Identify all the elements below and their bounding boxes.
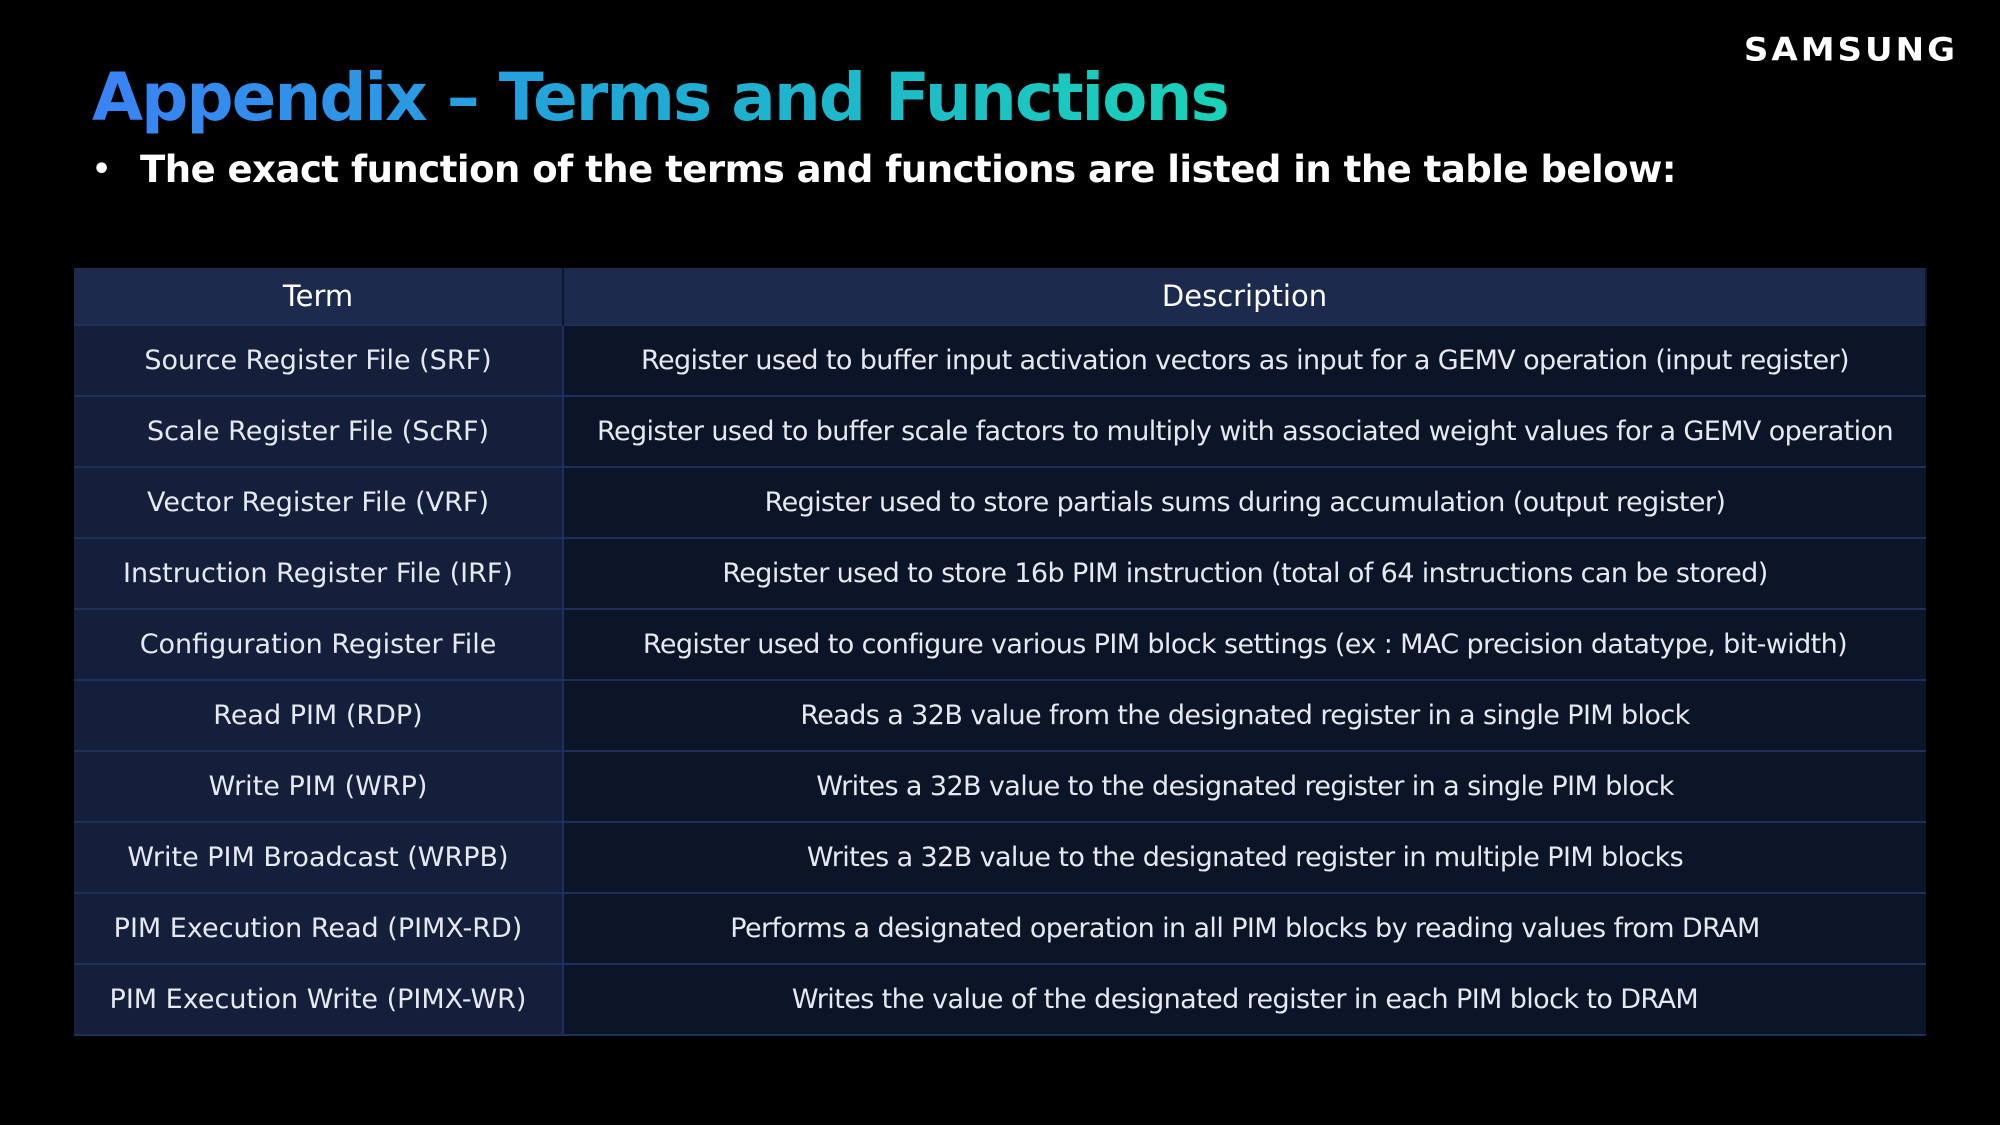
term-cell: Instruction Register File (IRF) xyxy=(74,538,563,609)
description-cell: Register used to buffer input activation vectors as input for a GEMV operation (input register) xyxy=(563,325,1926,396)
term-cell: PIM Execution Write (PIMX-WR) xyxy=(74,964,563,1035)
slide-title: Appendix – Terms and Functions xyxy=(92,59,1228,136)
table-row xyxy=(74,609,1926,680)
term-cell: Write PIM Broadcast (WRPB) xyxy=(74,822,563,893)
table-row xyxy=(74,538,1926,609)
table-row xyxy=(74,751,1926,822)
table-row xyxy=(74,822,1926,893)
table-row xyxy=(74,893,1926,964)
term-cell: Source Register File (SRF) xyxy=(74,325,563,396)
slide-subtitle xyxy=(92,148,1676,191)
header-description: Description xyxy=(563,268,1926,325)
description-cell: Register used to store partials sums during accumulation (output register) xyxy=(563,467,1926,538)
description-cell: Writes the value of the designated register in each PIM block to DRAM xyxy=(563,964,1926,1035)
subtitle-text: The exact function of the terms and functions are listed in the table below: xyxy=(140,148,1677,191)
terms-table xyxy=(74,268,1927,1036)
samsung-logo: SAMSUNG xyxy=(1743,31,1958,69)
term-cell: Read PIM (RDP) xyxy=(74,680,563,751)
term-cell: Configuration Register File xyxy=(74,609,563,680)
table-row xyxy=(74,467,1926,538)
bullet-icon: • xyxy=(92,152,111,187)
description-cell: Performs a designated operation in all PIM blocks by reading values from DRAM xyxy=(563,893,1926,964)
table-row xyxy=(74,680,1926,751)
description-cell: Register used to store 16b PIM instruction (total of 64 instructions can be stored) xyxy=(563,538,1926,609)
term-cell: Vector Register File (VRF) xyxy=(74,467,563,538)
term-cell: PIM Execution Read (PIMX-RD) xyxy=(74,893,563,964)
description-cell: Writes a 32B value to the designated register in multiple PIM blocks xyxy=(563,822,1926,893)
header-term: Term xyxy=(74,268,563,325)
description-cell: Reads a 32B value from the designated register in a single PIM block xyxy=(563,680,1926,751)
term-cell: Write PIM (WRP) xyxy=(74,751,563,822)
description-cell: Register used to configure various PIM block settings (ex : MAC precision datatype, bit-width) xyxy=(563,609,1926,680)
description-cell: Writes a 32B value to the designated register in a single PIM block xyxy=(563,751,1926,822)
table-row xyxy=(74,325,1926,396)
table-row xyxy=(74,396,1926,467)
term-cell: Scale Register File (ScRF) xyxy=(74,396,563,467)
table-header-row xyxy=(74,268,1926,325)
description-cell: Register used to buffer scale factors to multiply with associated weight values for a GEMV operation xyxy=(563,396,1926,467)
table-row xyxy=(74,964,1926,1035)
